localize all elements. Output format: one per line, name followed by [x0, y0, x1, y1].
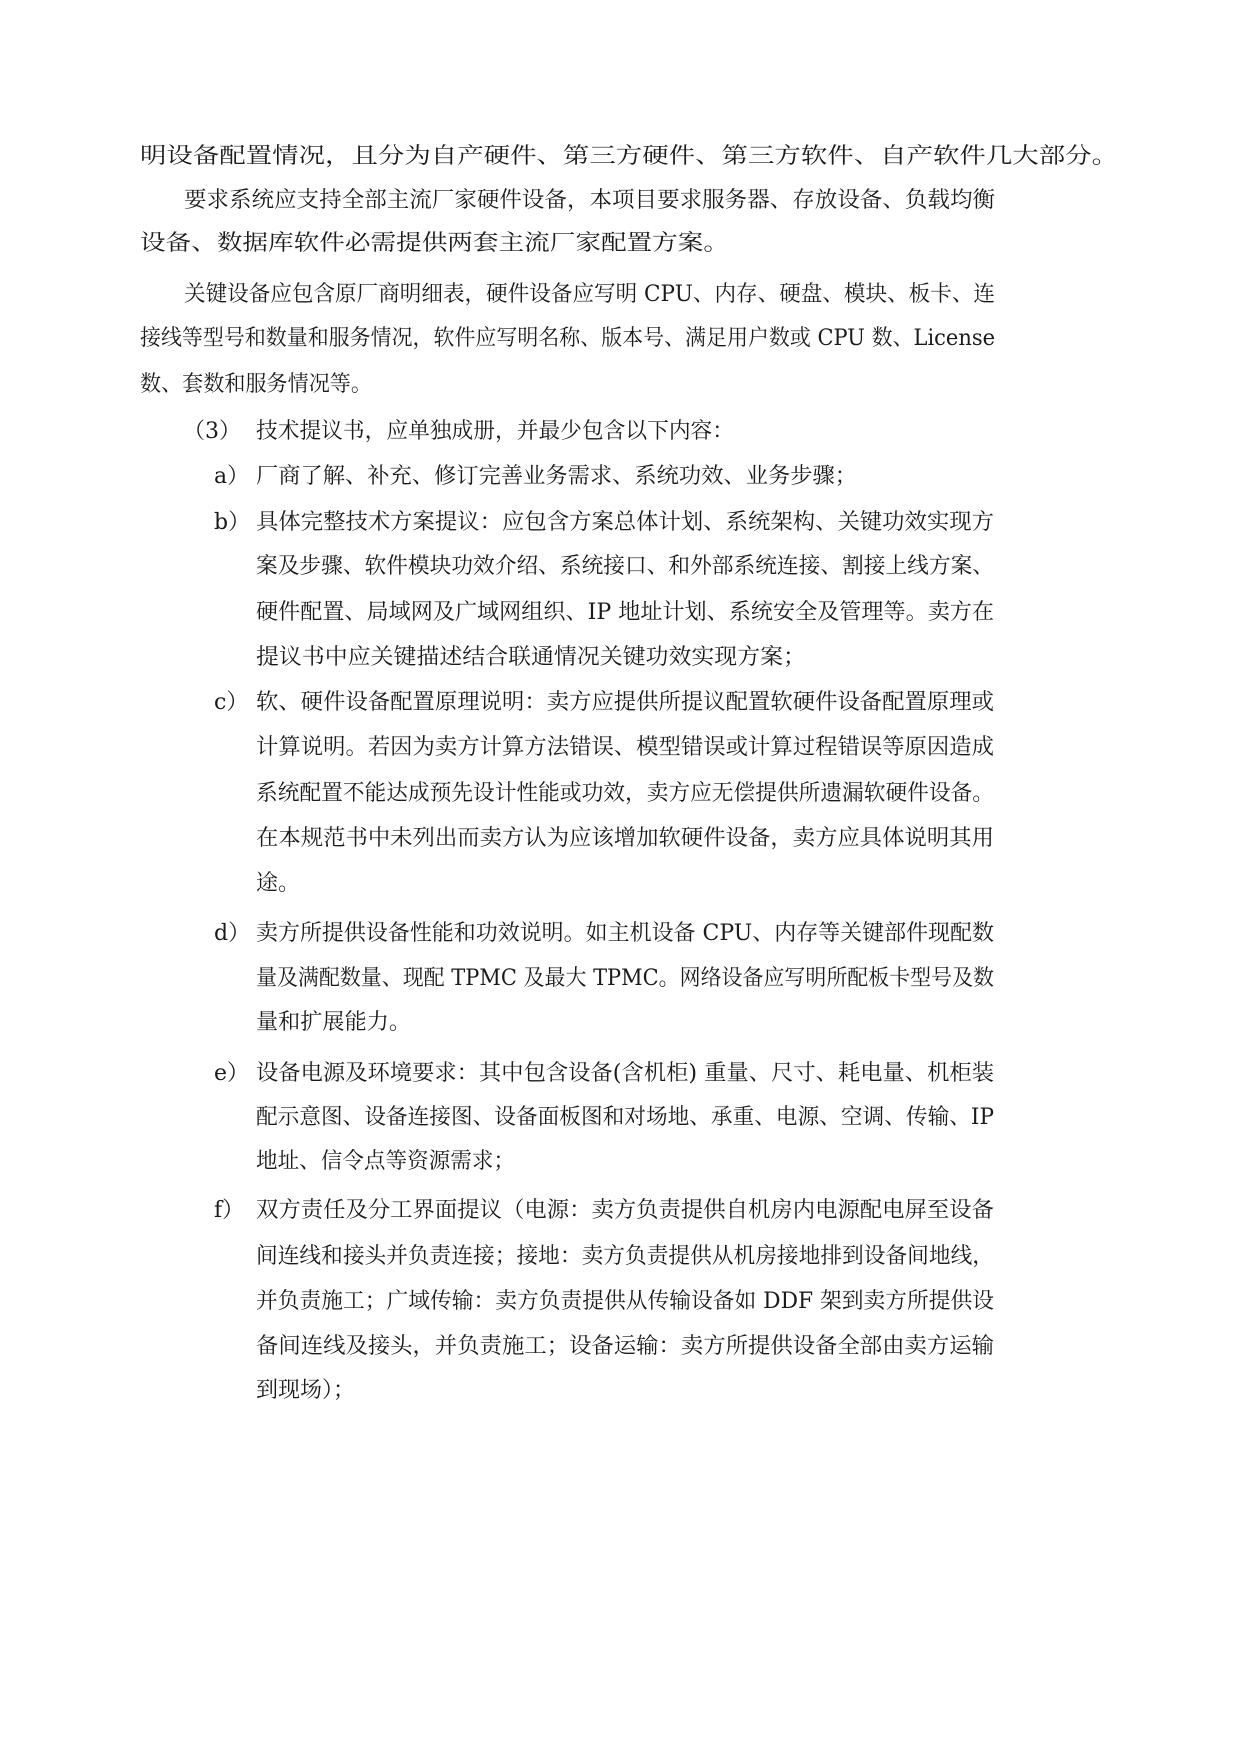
list-item-d-cont-2	[0, 1003, 1241, 1043]
list-item-c-cont-3	[0, 819, 1241, 859]
list-item-f-line-1: 双方责任及分工界面提议（电源：卖方负责提供自机房内电源配电屏至设备	[256, 1198, 994, 1223]
list-item-b-line-2: 案及步骤、软件模块功效介绍、系统接口、和外部系统连接、割接上线方案、	[256, 554, 994, 579]
list-item-f-line-3: 并负责施工；广域传输：卖方负责提供从传输设备如 DDF 架到卖方所提供设	[256, 1289, 995, 1314]
paragraph-3	[0, 275, 1241, 315]
list-item-d-cont-1	[0, 959, 1241, 999]
list-item-c-cont-4	[0, 864, 1241, 904]
list-item-b-line-4: 提议书中应关键描述结合联通情况关键功效实现方案；	[256, 645, 806, 670]
list-item-e-line-1: 设备电源及环境要求：其中包含设备(含机柜) 重量、尺寸、耗电量、机柜装	[256, 1061, 995, 1086]
list-item-e-line-2: 配示意图、设备连接图、设备面板图和对场地、承重、电源、空调、传输、IP	[256, 1105, 995, 1130]
list-item-f-line-2: 间连线和接头并负责连接；接地：卖方负责提供从机房接地排到设备间地线，	[256, 1244, 994, 1269]
section-3-heading	[0, 412, 1241, 452]
list-item-b-label: b）	[214, 510, 251, 535]
list-item-a-line-1: 厂商了解、补充、修订完善业务需求、系统功效、业务步骤；	[256, 464, 858, 489]
paragraph-3-line-1: 关键设备应包含原厂商明细表，硬件设备应写明 CPU、内存、硬盘、模块、板卡、连	[184, 282, 996, 307]
list-item-c-line-4: 在本规范书中未列出而卖方认为应该增加软硬件设备，卖方应具体说明其用	[256, 826, 994, 851]
list-item-b-cont-2	[0, 593, 1241, 633]
list-item-e-cont-1	[0, 1098, 1241, 1138]
paragraph-3-line-3: 数、套数和服务情况等。	[140, 372, 372, 397]
list-item-f-cont-1	[0, 1237, 1241, 1277]
list-item-b-cont-1	[0, 547, 1241, 587]
list-item-c-line-2: 计算说明。若因为卖方计算方法错误、模型错误或计算过程错误等原因造成	[256, 735, 994, 760]
list-item-b-cont-3	[0, 638, 1241, 678]
paragraph-2-line-2: 设备、数据库软件必需提供两套主流厂家配置方案。	[140, 231, 730, 256]
paragraph-3-line-2: 接线等型号和数量和服务情况，软件应写明名称、版本号、满足用户数或 CPU 数、License	[140, 326, 995, 351]
paragraph-3-cont-1	[0, 319, 1241, 359]
paragraph-2-cont	[0, 224, 1241, 264]
list-item-f-cont-4	[0, 1371, 1241, 1411]
list-item-b-line-3: 硬件配置、局域网及广域网组织、IP 地址计划、系统安全及管理等。卖方在	[256, 600, 995, 625]
list-item-c	[0, 683, 1241, 723]
list-item-d-line-2: 量及满配数量、现配 TPMC 及最大 TPMC。网络设备应写明所配板卡型号及数	[256, 966, 995, 991]
list-item-e-line-3: 地址、信令点等资源需求；	[256, 1149, 515, 1174]
list-item-e-cont-2	[0, 1142, 1241, 1182]
list-item-a	[0, 457, 1241, 497]
list-item-d-line-3: 量和扩展能力。	[256, 1010, 412, 1035]
list-item-c-label: c）	[214, 690, 249, 715]
list-item-f-cont-3	[0, 1327, 1241, 1367]
paragraph-3-cont-2	[0, 365, 1241, 405]
list-item-f-cont-2	[0, 1282, 1241, 1322]
list-item-b-line-1: 具体完整技术方案提议：应包含方案总体计划、系统架构、关键功效实现方	[256, 510, 994, 535]
list-item-d	[0, 914, 1241, 954]
list-item-d-label: d）	[214, 921, 251, 946]
list-item-c-cont-2	[0, 774, 1241, 814]
paragraph-2-line-1: 要求系统应支持全部主流厂家硬件设备，本项目要求服务器、存放设备、负载均衡	[184, 188, 996, 213]
list-item-f-label: f）	[214, 1198, 245, 1223]
list-item-c-line-3: 系统配置不能达成预先设计性能或功效，卖方应无偿提供所遗漏软硬件设备。	[256, 781, 994, 806]
section-3-label: （3）	[183, 419, 241, 444]
list-item-c-cont-1	[0, 728, 1241, 768]
list-item-c-line-1: 软、硬件设备配置原理说明：卖方应提供所提议配置软硬件设备配置原理或	[256, 690, 994, 715]
paragraph-2	[0, 181, 1241, 221]
list-item-b	[0, 503, 1241, 543]
paragraph-1	[0, 137, 1241, 177]
list-item-c-line-5: 途。	[256, 871, 301, 896]
list-item-f	[0, 1191, 1241, 1231]
list-item-e	[0, 1054, 1241, 1094]
section-3-text: 技术提议书，应单独成册，并最少包含以下内容：	[256, 419, 735, 444]
paragraph-1-line-1: 明设备配置情况，且分为自产硬件、第三方硬件、第三方软件、自产软件几大部分。	[140, 144, 1119, 169]
list-item-e-label: e）	[214, 1061, 250, 1086]
list-item-d-line-1: 卖方所提供设备性能和功效说明。如主机设备 CPU、内存等关键部件现配数	[256, 921, 994, 946]
list-item-f-line-4: 备间连线及接头，并负责施工；设备运输：卖方所提供设备全部由卖方运输	[256, 1334, 994, 1359]
list-item-a-label: a）	[214, 464, 250, 489]
list-item-f-line-5: 到现场）；	[256, 1378, 356, 1403]
